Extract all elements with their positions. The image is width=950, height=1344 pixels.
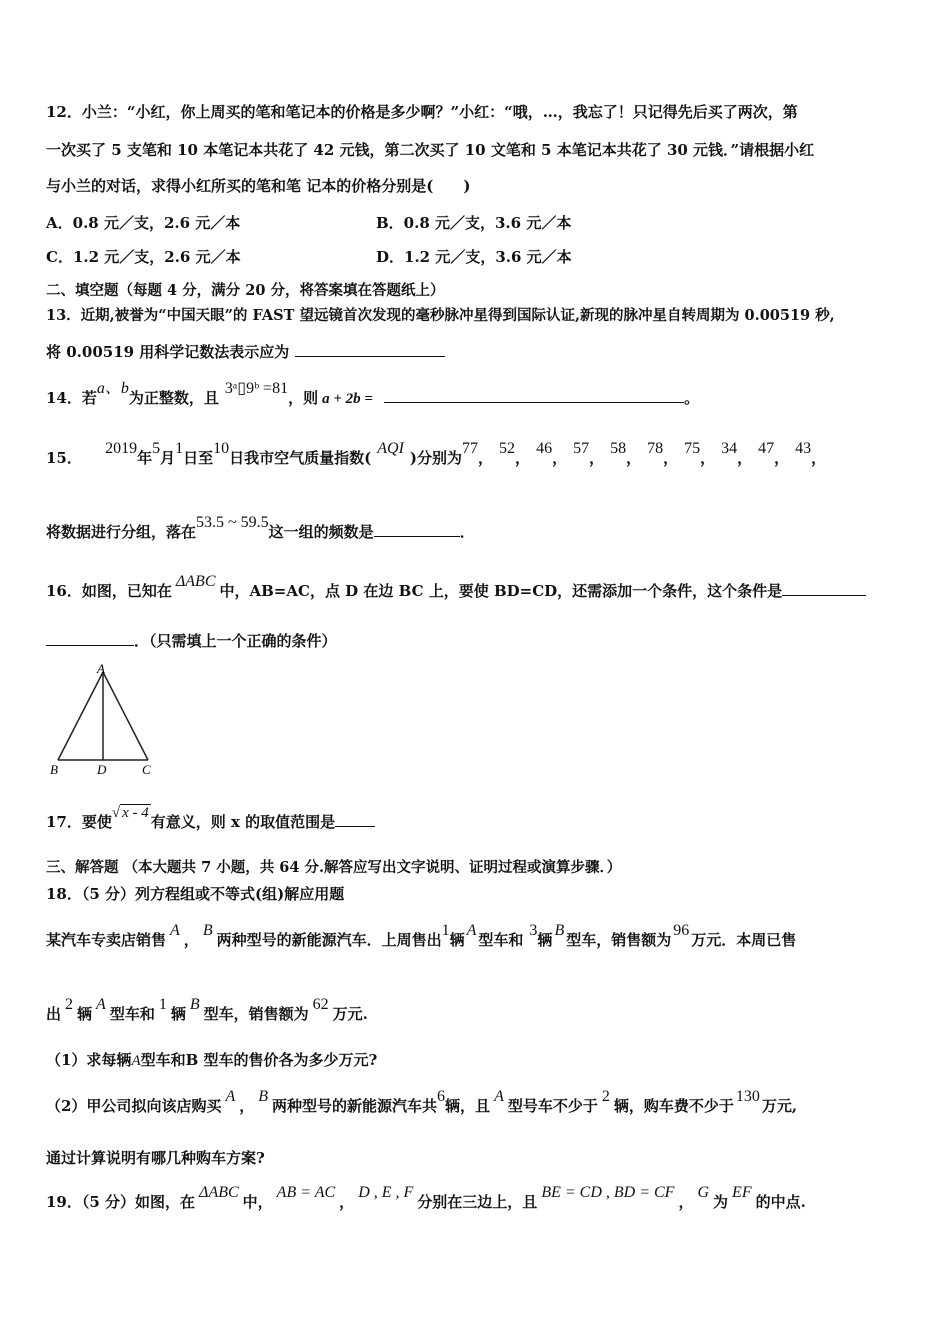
q18-l1g: 万元．本周已售 <box>691 931 797 949</box>
label-c: C <box>142 762 151 777</box>
q18-sub1a: （1）求每辆 <box>46 1051 132 1069</box>
q18-l1d: 型车和 <box>478 931 524 949</box>
q18-l1a: 某汽车专卖店销售 <box>46 931 167 949</box>
q18-var-b: B <box>554 922 565 939</box>
q18-sub1 <box>46 1050 377 1071</box>
q18-sub2-line2: 通过计算说明有哪几种购车方案? <box>46 1149 265 1167</box>
q12-option-d: D．1.2 元／支，3.6 元／本 <box>376 248 572 266</box>
q19-line <box>46 1184 806 1213</box>
q18-sub2b: 两种型号的新能源汽车共 <box>272 1097 438 1115</box>
q16-line2 <box>46 631 337 651</box>
q15-month: 5 <box>152 440 161 457</box>
side-ac <box>103 672 148 760</box>
q19-t2: ， <box>339 1193 355 1211</box>
q14-ask: a + 2b = <box>322 391 373 407</box>
q16-line1 <box>46 573 866 602</box>
q13-answer-blank <box>295 342 445 357</box>
q12-option-c: C．1.2 元／支，2.6 元／本 <box>46 248 241 266</box>
q18-n130: 130 <box>735 1088 760 1105</box>
q18-l1e: 辆 <box>537 931 553 949</box>
q15-text1: 日我市空气质量指数( <box>229 449 372 467</box>
q18-title: 18．（5 分）列方程组或不等式(组)解应用题 <box>46 885 345 903</box>
q14-end: 。 <box>684 389 700 407</box>
q16-answer-blank-2 <box>46 631 134 646</box>
q12-line2: 一次买了 5 支笔和 10 本笔记本共花了 42 元钱，第二次买了 10 文笔和 5 本笔记本共花了 30 元钱．”请根据小红 <box>46 141 815 159</box>
q16-num: 16．如图，已知在 <box>46 582 172 600</box>
q18-var-b: B <box>202 922 213 939</box>
label-b: B <box>50 762 58 777</box>
q18-var-a: A <box>170 922 180 939</box>
label-a: A <box>97 662 105 676</box>
q16-answer-blank-1 <box>782 581 866 596</box>
q18-sub2c: 辆，且 <box>445 1097 491 1115</box>
q18-n3: 3 <box>529 922 538 939</box>
q14-expr: 3ᵃ▯9ᵇ =81 <box>224 380 289 397</box>
q17-sqrt: √ x - 4 <box>111 805 149 821</box>
q15-num: 15． <box>46 449 82 467</box>
q18-l1b: 两种型号的新能源汽车．上周售出 <box>216 931 442 949</box>
q19-t3: 分别在三边上，且 <box>417 1193 538 1211</box>
q19-points: D , E , F <box>358 1184 414 1201</box>
q15-day2: 10 <box>213 440 230 457</box>
q15-aqi: AQI <box>377 440 404 457</box>
q17-line <box>46 805 375 833</box>
q18-l1f: 型车，销售额为 <box>566 931 672 949</box>
q18-l2a: 出 <box>46 1005 62 1023</box>
q19-ef: EF <box>732 1184 752 1201</box>
q18-sub2e: 辆，购车费不少于 <box>613 1097 734 1115</box>
q15-line2b: 这一组的频数是 <box>268 523 374 541</box>
q18-l2b: 辆 <box>77 1005 93 1023</box>
q18-sub2: （2）甲公司拟向该店购买A，B两种型号的新能源汽车共6辆，且A型号车不少于2辆，购车费不少于130万元, <box>46 1088 798 1115</box>
q16-text: 中，AB=AC，点 D 在边 BC 上，要使 BD=CD，还需添加一个条件，这个条件是 <box>219 582 783 600</box>
q15-line1: 15． 2019年5月1日至10日我市空气质量指数(AQI)分别为77，52，46，57，58，78，75，34，47，43， <box>46 440 827 467</box>
q14-then: ，则 <box>288 389 319 407</box>
q18-n2: 2 <box>601 1088 610 1105</box>
q15-value: 78 <box>647 440 664 457</box>
q18-sub1c: B 型车的售价各为多少万元? <box>185 1051 378 1069</box>
q19-eq1: AB = AC <box>276 1184 336 1201</box>
q18-n2: 2 <box>65 996 74 1013</box>
q17-num: 17．要使 <box>46 813 112 831</box>
q15-range: 53.5 ~ 59.5 <box>196 514 269 531</box>
q18-sub2d: 型号车不少于 <box>507 1097 598 1115</box>
q14-line <box>46 380 700 409</box>
q14-vars: a、b <box>96 380 129 397</box>
q12-line3: 与小兰的对话，求得小红所买的笔和笔 记本的价格分别是( ) <box>46 177 471 195</box>
q18-var-b: B <box>258 1088 269 1105</box>
q17-answer-blank <box>335 812 375 827</box>
q15-line2a: 将数据进行分组，落在 <box>46 523 197 541</box>
q15-value: 75 <box>684 440 701 457</box>
q18-var-a: A <box>131 1053 141 1069</box>
q15-value: 43 <box>795 440 812 457</box>
q15-answer-blank <box>374 522 460 537</box>
q13-line2-text: 将 0.00519 用科学记数法表示应为 <box>46 343 290 361</box>
q14-answer-blank <box>384 388 684 403</box>
q18-l2f: 万元. <box>332 1005 368 1023</box>
q15-value: 47 <box>758 440 775 457</box>
q18-n96: 96 <box>673 922 690 939</box>
q18-sub2f: 万元, <box>761 1097 798 1115</box>
q13-line1: 13．近期,被誉为“中国天眼”的 FAST 望远镜首次发现的毫秒脉冲星得到国际认证,新现的脉冲星自转周期为 0.00519 秒, <box>46 307 835 324</box>
q15-line2: 将数据进行分组，落在53.5 ~ 59.5这一组的频数是 ． <box>46 514 475 541</box>
q18-sub2a: （2）甲公司拟向该店购买 <box>46 1097 222 1115</box>
q18-l2d: 辆 <box>170 1005 186 1023</box>
q18-n1: 1 <box>158 996 167 1013</box>
q13-line2 <box>46 342 445 362</box>
q18-sub1b: 型车和 <box>140 1051 186 1069</box>
q14-num: 14．若 <box>46 389 97 407</box>
q19-t4: ， <box>678 1193 694 1211</box>
q18-n1: 1 <box>441 922 450 939</box>
q15-rizhi: 日至 <box>183 449 214 467</box>
q19-t5: 为 <box>713 1193 729 1211</box>
q15-year: 2019 <box>105 440 138 457</box>
q19-eq2: BE = CD , BD = CF <box>541 1184 675 1201</box>
q12-option-b: B．0.8 元／支，3.6 元／本 <box>376 214 572 232</box>
q18-line1: 某汽车专卖店销售A，B两种型号的新能源汽车．上周售出1辆A型车和3辆B型车，销售额为96万元．本周已售 <box>46 922 797 949</box>
q12-option-a: A．0.8 元／支，2.6 元／本 <box>46 214 241 232</box>
q12-line1: 12．小兰：“小红，你上周买的笔和笔记本的价格是多少啊？”小红：“哦，…，我忘了！只记得先后买了两次，第 <box>46 103 798 121</box>
q17-radicand: x - 4 <box>122 805 149 821</box>
q18-var-a: A <box>494 1088 504 1105</box>
q16-triangle: ΔABC <box>175 573 216 590</box>
q16-line2-text: ．（只需填上一个正确的条件） <box>134 632 337 650</box>
q14-mid: 为正整数，且 <box>128 389 219 407</box>
q18-l1c: 辆 <box>449 931 465 949</box>
q18-line2 <box>46 996 368 1025</box>
q15-value: 77 <box>462 440 479 457</box>
q18-var-a: A <box>96 996 106 1013</box>
q18-n62: 62 <box>312 996 329 1013</box>
q15-day1: 1 <box>175 440 184 457</box>
q15-value: 52 <box>499 440 516 457</box>
q19-t1: 中， <box>242 1193 273 1211</box>
q15-nian: 年 <box>137 449 153 467</box>
label-d: D <box>97 762 107 777</box>
q19-g: G <box>697 1184 710 1201</box>
q19-t6: 的中点. <box>755 1193 806 1211</box>
q18-var-a: A <box>466 922 477 939</box>
q18-var-b: B <box>189 996 200 1013</box>
q15-yue: 月 <box>160 449 176 467</box>
q18-n6: 6 <box>437 1088 446 1105</box>
q15-text2: )分别为 <box>409 449 463 467</box>
q15-value: 58 <box>610 440 627 457</box>
q15-value: 34 <box>721 440 738 457</box>
q15-value: 46 <box>536 440 553 457</box>
q18-l2c: 型车和 <box>109 1005 155 1023</box>
q19-num: 19．（5 分）如图，在 <box>46 1193 196 1211</box>
section2-heading: 二、填空题（每题 4 分，满分 20 分，将答案填在答题纸上） <box>46 282 445 299</box>
q18-l2e: 型车，销售额为 <box>203 1005 309 1023</box>
section3-heading: 三、解答题 （本大题共 7 小题，共 64 分.解答应写出文字说明、证明过程或演算步骤．） <box>46 859 622 876</box>
q15-value: 57 <box>573 440 590 457</box>
side-ab <box>58 672 103 760</box>
q18-var-a: A <box>225 1088 236 1105</box>
q16-triangle-figure <box>48 662 158 780</box>
q19-triangle: ΔABC <box>199 1184 239 1201</box>
q17-text: 有意义，则 x 的取值范围是 <box>150 813 336 831</box>
